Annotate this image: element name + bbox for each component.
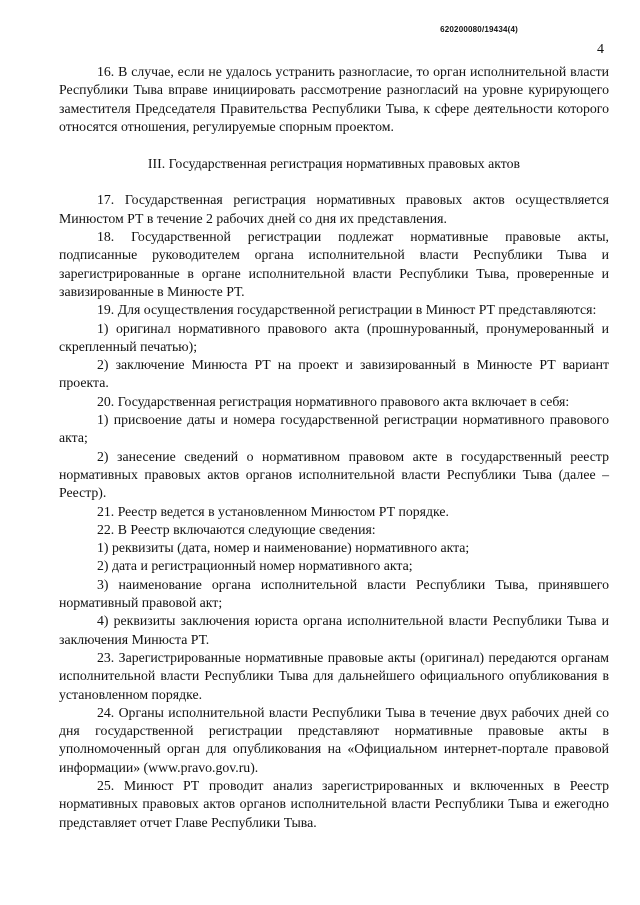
paragraph-22: 22. В Реестр включаются следующие сведения: <box>97 521 376 537</box>
paragraph-25: 25. Минюст РТ проводит анализ зарегистрированных и включенных в Реестр нормативных правовых актов органов исполнительной власти Республики Тыва и ежегодно представляет отчет Главе Республики Тыва. <box>59 777 609 830</box>
paragraph-21: 21. Реестр ведется в установленном Минюстом РТ порядке. <box>97 503 449 519</box>
paragraph-20-item-1: 1) присвоение даты и номера государственной регистрации нормативного правового акта; <box>59 412 609 446</box>
paragraph-22-item-2: 2) дата и регистрационный номер нормативного акта; <box>97 558 413 574</box>
paragraph-19-item-2: 2) заключение Минюста РТ на проект и завизированный в Минюсте РТ вариант проекта. <box>59 357 609 391</box>
page-number: 4 <box>597 42 604 57</box>
paragraph-18: 18. Государственной регистрации подлежат нормативные правовые акты, подписанные руководителем органа исполнительной власти Республики Тыва и зарегистрированные в органе исполнительной власти Республики Тыва, проверенные и завизированные в Минюсте РТ. <box>59 229 609 299</box>
paragraph-19-item-1: 1) оригинал нормативного правового акта (прошнурованный, пронумерованный и скрепленный печатью); <box>59 320 609 354</box>
paragraph-23: 23. Зарегистрированные нормативные правовые акты (оригинал) передаются органам исполнительной власти Республики Тыва для дальнейшего официального опубликования в установленном порядке. <box>59 649 609 702</box>
paragraph-22-item-3: 3) наименование органа исполнительной власти Республики Тыва, принявшего нормативный правовой акт; <box>59 576 609 611</box>
paragraph-16: 16. В случае, если не удалось устранить разногласие, то орган исполнительной власти Республики Тыва вправе инициировать рассмотрение разногласий на уровне курирующего заместителя Председателя Правительства Республики Тыва, к сфере деятельности которого относятся отношения, регулируемые спорным проектом. <box>59 64 609 134</box>
paragraph-20-item-2: 2) занесение сведений о нормативном правовом акте в государственный реестр нормативных правовых актов органов исполнительной власти Республики Тыва (далее – Реестр). <box>59 448 609 501</box>
paragraph-19: 19. Для осуществления государственной регистрации в Минюст РТ представляются: <box>97 302 597 318</box>
paragraph-24: 24. Органы исполнительной власти Республики Тыва в течение двух рабочих дней со дня государственной регистрации представляют нормативные правовые акты в уполномоченный орган для опубликования на «Официальном интернет-портале правовой информации» (www.pravo.gov.ru). <box>59 704 609 775</box>
paragraph-20: 20. Государственная регистрация нормативного правового акта включает в себя: <box>97 393 570 409</box>
paragraph-22-item-1: 1) реквизиты (дата, номер и наименование) нормативного акта; <box>97 540 470 556</box>
paragraph-17: 17. Государственная регистрация нормативных правовых актов осуществляется Минюстом РТ в течение 2 рабочих дней со дня их представления. <box>59 192 609 226</box>
section-title: III. Государственная регистрация нормативных правовых актов <box>147 156 521 172</box>
document-id: 620200080/19434(4) <box>440 25 518 34</box>
paragraph-22-item-4: 4) реквизиты заключения юриста органа исполнительной власти Республики Тыва и заключения Минюста РТ. <box>59 613 609 647</box>
document-body <box>59 63 609 832</box>
